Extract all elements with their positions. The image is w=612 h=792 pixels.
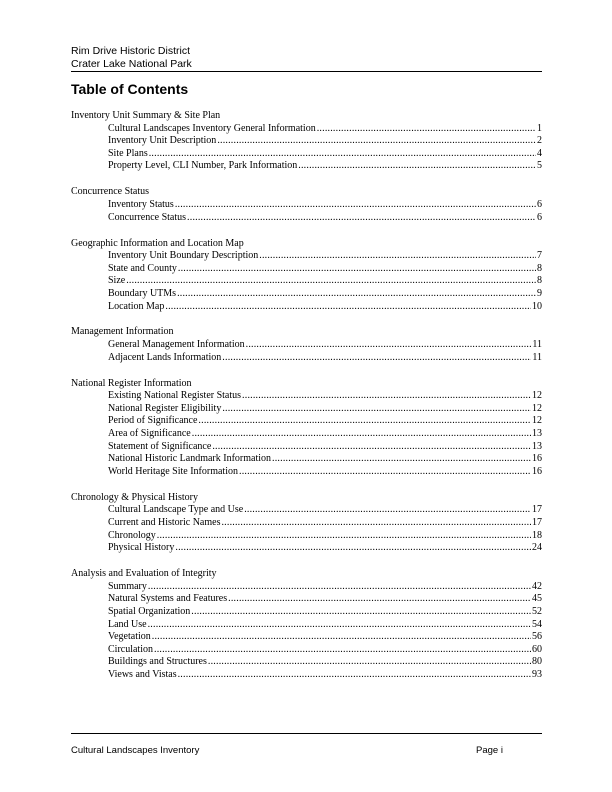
dot-leader [187, 212, 536, 225]
footer-divider [71, 733, 542, 734]
toc-section [71, 186, 542, 224]
toc-entry-label: Summary [108, 580, 147, 592]
dot-leader [272, 453, 531, 466]
dot-leader [148, 619, 531, 632]
toc-section-title: National Register Information [71, 377, 192, 389]
toc-entry[interactable] [71, 606, 542, 619]
toc-section-title: Concurrence Status [71, 186, 150, 198]
toc-entry-page: 7 [537, 250, 542, 262]
toc-entry-page: 10 [532, 300, 542, 312]
toc-entry[interactable] [71, 415, 542, 428]
toc-entry-label: Size [108, 275, 126, 287]
toc-entry-label: Chronology [108, 529, 156, 541]
toc-entry-label: Circulation [108, 643, 153, 655]
toc-entry-page: 54 [532, 618, 542, 630]
toc-section [71, 110, 542, 173]
dot-leader [178, 669, 531, 682]
toc-entry-page: 12 [532, 390, 542, 402]
toc-section-title: Geographic Information and Location Map [71, 237, 244, 249]
toc-entry-page: 42 [532, 580, 542, 592]
dot-leader [157, 530, 531, 543]
toc-entry[interactable] [71, 352, 542, 365]
toc-entry-page: 11 [532, 339, 542, 351]
dot-leader [217, 135, 536, 148]
toc-entry-label: Existing National Register Status [108, 390, 242, 402]
dot-leader [191, 606, 531, 619]
toc-entry[interactable] [71, 631, 542, 644]
toc-entry-label: Buildings and Structures [108, 656, 207, 668]
toc-entry-page: 11 [532, 351, 542, 363]
toc-entry-page: 8 [537, 262, 542, 274]
dot-leader [221, 517, 531, 530]
dot-leader [222, 352, 531, 365]
toc-entry[interactable] [71, 160, 542, 173]
toc-entry-page: 13 [532, 440, 542, 452]
toc-entry-label: Boundary UTMs [108, 287, 177, 299]
toc-entry[interactable] [71, 263, 542, 276]
toc-section [71, 492, 542, 555]
toc-entry-page: 17 [532, 504, 542, 516]
toc-entry-label: Statement of Significance [108, 440, 212, 452]
toc-entry[interactable] [71, 453, 542, 466]
toc-entry-label: Cultural Landscape Type and Use [108, 504, 244, 516]
toc-entry-page: 12 [532, 402, 542, 414]
toc-entry-page: 1 [537, 122, 542, 134]
toc-entry[interactable] [71, 288, 542, 301]
toc-entry[interactable] [71, 199, 542, 212]
toc-entry-page: 17 [532, 516, 542, 528]
toc-entry[interactable] [71, 428, 542, 441]
dot-leader [239, 466, 531, 479]
toc-entry-page: 12 [532, 415, 542, 427]
toc-section-title: Management Information [71, 326, 174, 338]
toc-entry[interactable] [71, 644, 542, 657]
toc-entry-label: Period of Significance [108, 415, 198, 427]
toc-entry-label: National Register Eligibility [108, 402, 222, 414]
dot-leader [228, 593, 531, 606]
toc-entry-page: 18 [532, 529, 542, 541]
toc-entry-page: 60 [532, 643, 542, 655]
toc-entry[interactable] [71, 466, 542, 479]
dot-leader [178, 263, 536, 276]
toc-entry-label: Site Plans [108, 147, 148, 159]
toc-section-title: Analysis and Evaluation of Integrity [71, 568, 217, 580]
toc-entry[interactable] [71, 390, 542, 403]
toc-entry[interactable] [71, 339, 542, 352]
toc-entry-page: 16 [532, 453, 542, 465]
toc-entry-label: Land Use [108, 618, 147, 630]
toc-entry-page: 8 [537, 275, 542, 287]
dot-leader [244, 504, 531, 517]
toc-entry-label: Spatial Organization [108, 605, 191, 617]
toc-entry-page: 9 [537, 287, 542, 299]
toc-section [71, 378, 542, 479]
dot-leader [152, 631, 531, 644]
toc-entry-label: Inventory Status [108, 198, 174, 210]
toc-section [71, 238, 542, 314]
dot-leader [298, 160, 536, 173]
page-title: Table of Contents [71, 81, 189, 97]
toc-entry[interactable] [71, 123, 542, 136]
toc-section-title: Inventory Unit Summary & Site Plan [71, 110, 221, 121]
toc-entry-page: 6 [537, 211, 542, 223]
dot-leader [165, 301, 531, 314]
toc-entry[interactable] [71, 581, 542, 594]
dot-leader [246, 339, 532, 352]
page-header [71, 45, 542, 71]
dot-leader [198, 415, 531, 428]
dot-leader [175, 542, 531, 555]
toc-entry[interactable] [71, 619, 542, 632]
toc-entry-page: 56 [532, 631, 542, 643]
toc-section-title: Chronology & Physical History [71, 491, 198, 503]
dot-leader [242, 390, 531, 403]
toc-entry[interactable] [71, 517, 542, 530]
header-district-name: Rim Drive Historic District [71, 45, 190, 57]
toc-entry[interactable] [71, 593, 542, 606]
dot-leader [175, 199, 536, 212]
toc-section [71, 326, 542, 364]
toc-entry-page: 24 [532, 542, 542, 554]
toc-entry[interactable] [71, 504, 542, 517]
toc-entry-label: Area of Significance [108, 428, 191, 440]
toc-entry[interactable] [71, 250, 542, 263]
toc-entry[interactable] [71, 656, 542, 669]
toc-entry[interactable] [71, 301, 542, 314]
toc-entry-label: National Historic Landmark Information [108, 453, 272, 465]
toc-entry[interactable] [71, 403, 542, 416]
table-of-contents [71, 110, 542, 695]
toc-entry-page: 6 [537, 198, 542, 210]
toc-entry-label: Location Map [108, 300, 165, 312]
toc-entry-page: 52 [532, 605, 542, 617]
toc-entry-page: 45 [532, 593, 542, 605]
toc-entry-page: 16 [532, 465, 542, 477]
toc-entry-page: 2 [537, 135, 542, 147]
dot-leader [259, 250, 536, 263]
toc-entry-label: Inventory Unit Description [108, 135, 217, 147]
toc-entry-label: Concurrence Status [108, 211, 187, 223]
toc-entry[interactable] [71, 542, 542, 555]
toc-entry[interactable] [71, 669, 542, 682]
dot-leader [149, 148, 536, 161]
toc-entry-label: Adjacent Lands Information [108, 351, 222, 363]
toc-entry-label: Natural Systems and Features [108, 593, 228, 605]
toc-entry-page: 93 [532, 668, 542, 680]
toc-entry-label: State and County [108, 262, 177, 274]
toc-entry-label: Current and Historic Names [108, 516, 221, 528]
toc-entry-label: World Heritage Site Information [108, 465, 238, 477]
toc-entry-label: General Management Information [108, 339, 245, 351]
dot-leader [148, 581, 531, 594]
toc-entry[interactable] [71, 441, 542, 454]
toc-entry[interactable] [71, 212, 542, 225]
toc-entry-label: Cultural Landscapes Inventory General Information [108, 122, 316, 134]
toc-entry[interactable] [71, 148, 542, 161]
toc-entry[interactable] [71, 135, 542, 148]
dot-leader [192, 428, 531, 441]
toc-entry-page: 80 [532, 656, 542, 668]
toc-entry[interactable] [71, 530, 542, 543]
toc-entry-page: 5 [537, 160, 542, 172]
toc-entry[interactable] [71, 275, 542, 288]
dot-leader [177, 288, 536, 301]
toc-entry-page: 13 [532, 428, 542, 440]
dot-leader [212, 441, 531, 454]
footer-document-name: Cultural Landscapes Inventory [71, 745, 200, 756]
toc-entry-label: Vegetation [108, 631, 151, 643]
toc-entry-label: Physical History [108, 542, 175, 554]
header-park-name: Crater Lake National Park [71, 58, 192, 70]
dot-leader [222, 403, 531, 416]
footer-page-number: Page i [476, 745, 503, 756]
toc-entry-page: 4 [537, 147, 542, 159]
dot-leader [317, 123, 536, 136]
toc-entry-label: Views and Vistas [108, 668, 177, 680]
toc-section [71, 568, 542, 681]
dot-leader [154, 644, 531, 657]
toc-entry-label: Inventory Unit Boundary Description [108, 250, 259, 262]
toc-entry-label: Property Level, CLI Number, Park Information [108, 160, 298, 172]
dot-leader [126, 275, 536, 288]
dot-leader [208, 656, 531, 669]
header-divider [71, 71, 542, 72]
